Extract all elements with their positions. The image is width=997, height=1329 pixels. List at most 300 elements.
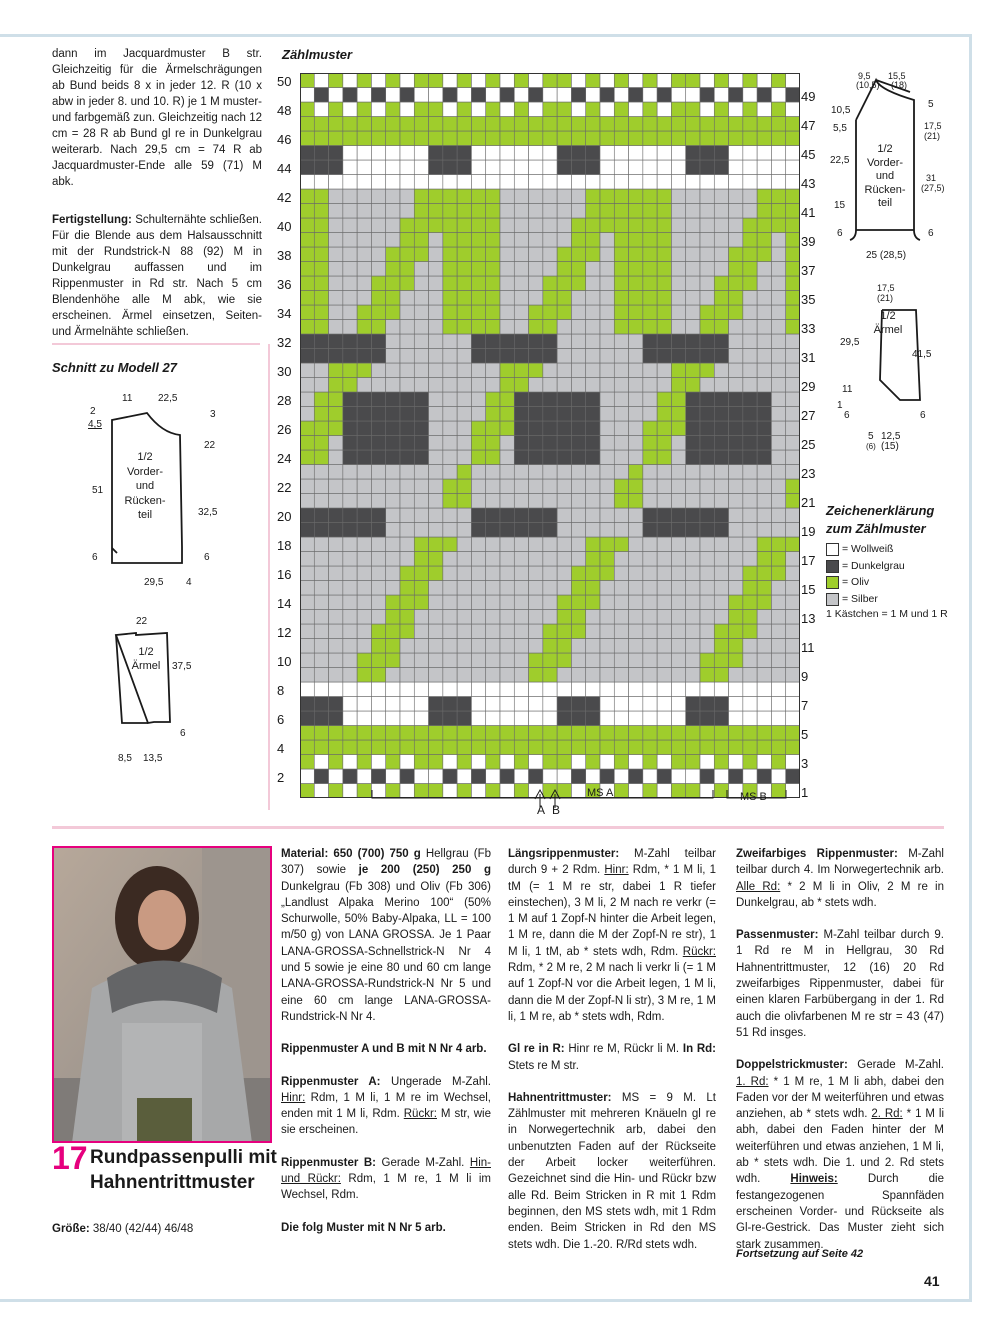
- chart-cell: [343, 378, 357, 393]
- chart-cell: [329, 276, 343, 291]
- chart-cell: [671, 552, 685, 567]
- chart-cell: [686, 682, 700, 697]
- chart-cell: [657, 73, 671, 88]
- chart-cell: [557, 146, 571, 161]
- chart-cell: [300, 581, 314, 596]
- chart-cell: [400, 117, 414, 132]
- chart-cell: [671, 668, 685, 683]
- chart-cell: [343, 523, 357, 538]
- chart-cell: [571, 262, 585, 277]
- chart-cell: [514, 711, 528, 726]
- chart-cell: [500, 378, 514, 393]
- chart-cell: [757, 494, 771, 509]
- chart-cell: [729, 624, 743, 639]
- chart-cell: [500, 262, 514, 277]
- model-photo: [52, 848, 272, 1143]
- chart-cell: [357, 552, 371, 567]
- chart-cell: [714, 769, 728, 784]
- chart-cell: [529, 494, 543, 509]
- chart-cell: [571, 392, 585, 407]
- chart-cell: [614, 363, 628, 378]
- chart-cell: [414, 537, 428, 552]
- chart-cell: [357, 320, 371, 335]
- chart-cell: [514, 450, 528, 465]
- chart-cell: [571, 407, 585, 422]
- chart-cell: [629, 653, 643, 668]
- chart-cell: [471, 479, 485, 494]
- chart-cell: [729, 494, 743, 509]
- chart-cell: [400, 276, 414, 291]
- chart-cell: [614, 436, 628, 451]
- chart-cell: [643, 726, 657, 741]
- chart-cell: [614, 581, 628, 596]
- rib-ab: Rippenmuster A und B mit N Nr 4 arb.: [281, 1043, 487, 1056]
- chart-cell: [471, 465, 485, 480]
- chart-cell: [543, 465, 557, 480]
- chart-cell: [343, 595, 357, 610]
- chart-cell: [343, 276, 357, 291]
- chart-cell: [386, 740, 400, 755]
- chart-cell: [457, 479, 471, 494]
- chart-cell: [529, 595, 543, 610]
- chart-cell: [357, 189, 371, 204]
- chart-cell: [600, 639, 614, 654]
- chart-cell: [400, 189, 414, 204]
- finishing-text: Schulternähte schließen. Für die Blende aus dem Halsausschnitt mit der Rundstrick-N 88 (92) M in Dunkelgrau auffassen und im Rippenmuster in Rd str. Nach 5 cm Blendenhöhe alle M abk, wie sie erscheinen. Ärmel einsetzen, Seiten- und Ärmelnähte schließen.: [52, 214, 262, 338]
- chart-cell: [700, 189, 714, 204]
- chart-cell: [743, 566, 757, 581]
- chart-cell: [371, 378, 385, 393]
- chart-cell: [729, 537, 743, 552]
- row-number: 4: [277, 741, 285, 756]
- dim: 32,5: [198, 507, 218, 518]
- chart-cell: [714, 479, 728, 494]
- chart-cell: [600, 131, 614, 146]
- chart-cell: [414, 117, 428, 132]
- chart-cell: [500, 131, 514, 146]
- chart-cell: [686, 610, 700, 625]
- chart-cell: [657, 566, 671, 581]
- chart-cell: [571, 320, 585, 335]
- chart-cell: [657, 189, 671, 204]
- chart-cell: [600, 291, 614, 306]
- chart-cell: [629, 668, 643, 683]
- chart-cell: [486, 697, 500, 712]
- row-number: 33: [801, 320, 816, 336]
- chart-cell: [757, 102, 771, 117]
- dim: 12,5: [881, 431, 901, 442]
- chart-cell: [771, 552, 785, 567]
- chart-cell: [671, 73, 685, 88]
- chart-cell: [629, 160, 643, 175]
- right-sleeve-label: [868, 310, 908, 337]
- chart-cell: [486, 740, 500, 755]
- chart-cell: [429, 349, 443, 364]
- chart-cell: [471, 581, 485, 596]
- chart-cell: [357, 363, 371, 378]
- chart-cell: [300, 697, 314, 712]
- chart-cell: [414, 189, 428, 204]
- photo-frame-top: [52, 846, 272, 848]
- dim: (21): [924, 131, 941, 141]
- chart-cell: [529, 276, 543, 291]
- chart-cell: [657, 247, 671, 262]
- chart-cell: [714, 697, 728, 712]
- chart-cell: [757, 653, 771, 668]
- chart-cell: [471, 175, 485, 190]
- chart-cell: [771, 320, 785, 335]
- chart-cell: [443, 450, 457, 465]
- chart-cell: [471, 276, 485, 291]
- chart-cell: [557, 102, 571, 117]
- chart-cell: [757, 189, 771, 204]
- chart-cell: [557, 262, 571, 277]
- chart-cell: [671, 102, 685, 117]
- chart-cell: [429, 160, 443, 175]
- row-number: 45: [801, 146, 816, 162]
- chart-cell: [786, 566, 800, 581]
- chart-cell: [471, 726, 485, 741]
- chart-cell: [400, 639, 414, 654]
- chart-cell: [471, 334, 485, 349]
- chart-cell: [543, 392, 557, 407]
- chart-cell: [786, 160, 800, 175]
- chart-cell: [343, 769, 357, 784]
- chart-cell: [600, 88, 614, 103]
- dim: 9,5: [858, 71, 871, 81]
- chart-cell: [700, 407, 714, 422]
- chart-cell: [529, 88, 543, 103]
- chart-cell: [329, 102, 343, 117]
- chart-cell: [543, 726, 557, 741]
- chart-cell: [329, 682, 343, 697]
- chart-cell: [471, 610, 485, 625]
- chart-cell: [586, 392, 600, 407]
- chart-cell: [429, 697, 443, 712]
- chart-cell: [486, 218, 500, 233]
- chart-cell: [414, 682, 428, 697]
- chart-cell: [557, 320, 571, 335]
- chart-cell: [429, 392, 443, 407]
- chart-cell: [614, 218, 628, 233]
- chart-cell: [614, 726, 628, 741]
- legend-text: = Silber: [842, 593, 878, 605]
- chart-cell: [314, 88, 328, 103]
- chart-cell: [657, 465, 671, 480]
- chart-cell: [757, 639, 771, 654]
- chart-cell: [714, 160, 728, 175]
- chart-cell: [614, 291, 628, 306]
- chart-cell: [771, 349, 785, 364]
- chart-cell: [500, 204, 514, 219]
- chart-cell: [743, 407, 757, 422]
- chart-cell: [657, 204, 671, 219]
- chart-cell: [371, 769, 385, 784]
- row-number: 38: [277, 248, 292, 263]
- chart-cell: [429, 102, 443, 117]
- chart-cell: [529, 421, 543, 436]
- chart-cell: [529, 334, 543, 349]
- chart-cell: [429, 755, 443, 770]
- chart-cell: [757, 262, 771, 277]
- chart-cell: [371, 320, 385, 335]
- chart-cell: [314, 276, 328, 291]
- chart-cell: [443, 494, 457, 509]
- chart-cell: [343, 262, 357, 277]
- continuation-note: Fortsetzung auf Seite 42: [736, 1248, 864, 1260]
- chart-cell: [414, 276, 428, 291]
- chart-cell: [543, 769, 557, 784]
- chart-cell: [629, 407, 643, 422]
- divider: [52, 343, 260, 345]
- chart-cell: [614, 204, 628, 219]
- chart-cell: [786, 102, 800, 117]
- chart-cell: [629, 320, 643, 335]
- chart-cell: [643, 537, 657, 552]
- right-body-label: [860, 143, 910, 211]
- chart-cell: [571, 378, 585, 393]
- chart-cell: [614, 189, 628, 204]
- chart-cell: [457, 233, 471, 248]
- photo-frame-right: [270, 846, 272, 1143]
- chart-cell: [443, 537, 457, 552]
- chart-cell: [314, 233, 328, 248]
- chart-cell: [329, 726, 343, 741]
- chart-cell: [343, 233, 357, 248]
- chart-cell: [300, 291, 314, 306]
- sleeve-label-line: 1/2: [138, 646, 154, 658]
- row-number: 23: [801, 465, 816, 481]
- chart-cell: [386, 247, 400, 262]
- chart-cell: [543, 755, 557, 770]
- chart-cell: [457, 131, 471, 146]
- row-number: 47: [801, 117, 816, 133]
- chart-cell: [743, 305, 757, 320]
- chart-cell: [357, 711, 371, 726]
- chart-cell: [400, 508, 414, 523]
- chart-cell: [714, 320, 728, 335]
- chart-cell: [671, 218, 685, 233]
- chart-cell: [357, 436, 371, 451]
- chart-cell: [457, 378, 471, 393]
- chart-cell: [557, 363, 571, 378]
- chart-cell: [614, 566, 628, 581]
- chart-cell: [629, 755, 643, 770]
- chart-cell: [400, 349, 414, 364]
- chart-cell: [357, 349, 371, 364]
- chart-cell: [571, 552, 585, 567]
- chart-cell: [614, 508, 628, 523]
- chart-cell: [543, 682, 557, 697]
- chart-cell: [600, 175, 614, 190]
- chart-cell: [600, 349, 614, 364]
- chart-cell: [686, 233, 700, 248]
- chart-cell: [414, 566, 428, 581]
- chart-cell: [614, 537, 628, 552]
- chart-cell: [400, 653, 414, 668]
- chart-cell: [786, 334, 800, 349]
- chart-cell: [400, 537, 414, 552]
- chart-cell: [586, 320, 600, 335]
- chart-cell: [371, 146, 385, 161]
- chart-cell: [671, 624, 685, 639]
- instructions-column-1: [281, 846, 491, 1252]
- chart-cell: [757, 769, 771, 784]
- chart-cell: [657, 494, 671, 509]
- chart-cell: [686, 595, 700, 610]
- chart-cell: [386, 334, 400, 349]
- chart-cell: [414, 218, 428, 233]
- chart-cell: [386, 378, 400, 393]
- chart-cell: [500, 479, 514, 494]
- chart-cell: [486, 523, 500, 538]
- chart-cell: [471, 247, 485, 262]
- chart-cell: [771, 711, 785, 726]
- chart-cell: [414, 624, 428, 639]
- doppelstrick: Doppelstrickmuster: Gerade M-Zahl. 1. Rd: * 1 M re, 1 M li abh, dabei den Faden vor der M weiterführen und etwas anziehen, ab * stets wdh. 2. Rd: * 1 M li abh, dabei den Faden hinter der M weiterführen und etwas anziehen, 1 M li, ab * stets wdh. Die 1. und 2. Rd stets wdh. Hinweis: Durch die festangezogenen Spannfäden erscheinen Vorder- und Rückseite als Gl-re-Gestrick. Das Muster zieht sich stark zusammen.: [736, 1059, 944, 1251]
- row-number: 16: [277, 567, 292, 582]
- chart-cell: [643, 247, 657, 262]
- chart-cell: [371, 726, 385, 741]
- chart-cell: [771, 291, 785, 306]
- chart-cell: [457, 421, 471, 436]
- chart-cell: [300, 479, 314, 494]
- dim: 5: [868, 431, 874, 442]
- chart-cell: [500, 624, 514, 639]
- chart-cell: [671, 494, 685, 509]
- chart-cell: [457, 740, 471, 755]
- chart-cell: [614, 465, 628, 480]
- chart-cell: [600, 682, 614, 697]
- chart-cell: [343, 146, 357, 161]
- chart-cell: [414, 769, 428, 784]
- chart-cell: [529, 653, 543, 668]
- chart-cell: [586, 204, 600, 219]
- chart-cell: [300, 117, 314, 132]
- chart-cell: [771, 102, 785, 117]
- chart-cell: [371, 160, 385, 175]
- chart-cell: [343, 494, 357, 509]
- chart-cell: [471, 769, 485, 784]
- chart-cell: [614, 320, 628, 335]
- chart-cell: [343, 740, 357, 755]
- chart-cell: [586, 552, 600, 567]
- chart-cell: [314, 697, 328, 712]
- chart-cell: [443, 653, 457, 668]
- chart-cell: [471, 378, 485, 393]
- dim: 6: [920, 410, 926, 421]
- chart-cell: [686, 697, 700, 712]
- chart-cell: [643, 189, 657, 204]
- chart-cell: [686, 450, 700, 465]
- chart-cell: [314, 334, 328, 349]
- chart-cell: [500, 523, 514, 538]
- chart-cell: [500, 508, 514, 523]
- instructions-column-2: [508, 846, 716, 1269]
- chart-cell: [557, 160, 571, 175]
- chart-cell: [671, 131, 685, 146]
- chart-cell: [729, 610, 743, 625]
- chart-cell: [729, 726, 743, 741]
- chart-cell: [600, 755, 614, 770]
- chart-cell: [671, 639, 685, 654]
- dim: 6: [928, 228, 934, 239]
- chart-cell: [571, 276, 585, 291]
- chart-cell: [714, 349, 728, 364]
- chart-cell: [314, 175, 328, 190]
- chart-cell: [686, 566, 700, 581]
- chart-cell: [429, 233, 443, 248]
- chart-cell: [414, 291, 428, 306]
- chart-cell: [657, 682, 671, 697]
- chart-cell: [514, 160, 528, 175]
- chart-cell: [643, 131, 657, 146]
- row-number: 34: [277, 306, 292, 321]
- chart-cell: [643, 175, 657, 190]
- chart-cell: [529, 247, 543, 262]
- chart-cell: [557, 175, 571, 190]
- chart-cell: [743, 276, 757, 291]
- chart-cell: [600, 581, 614, 596]
- chart-cell: [686, 349, 700, 364]
- chart-cell: [771, 581, 785, 596]
- chart-cell: [300, 537, 314, 552]
- chart-cell: [643, 653, 657, 668]
- chart-cell: [400, 682, 414, 697]
- chart-cell: [486, 305, 500, 320]
- chart-cell: [471, 349, 485, 364]
- chart-cell: [371, 537, 385, 552]
- chart-cell: [600, 204, 614, 219]
- chart-cell: [729, 421, 743, 436]
- chart-cell: [371, 131, 385, 146]
- chart-cell: [757, 320, 771, 335]
- chart-cell: [457, 494, 471, 509]
- chart-cell: [486, 407, 500, 422]
- chart-cell: [786, 436, 800, 451]
- chart-cell: [514, 88, 528, 103]
- chart-cell: [457, 276, 471, 291]
- chart-cell: [743, 334, 757, 349]
- chart-cell: [529, 407, 543, 422]
- chart-cell: [557, 117, 571, 132]
- chart-cell: [543, 494, 557, 509]
- chart-cell: [714, 523, 728, 538]
- chart-cell: [329, 204, 343, 219]
- chart-cell: [714, 334, 728, 349]
- chart-cell: [557, 450, 571, 465]
- chart-cell: [386, 233, 400, 248]
- chart-cell: [586, 494, 600, 509]
- chart-cell: [786, 175, 800, 190]
- chart-cell: [629, 392, 643, 407]
- chart-cell: [357, 523, 371, 538]
- chart-cell: [757, 175, 771, 190]
- chart-cell: [571, 624, 585, 639]
- chart-cell: [329, 624, 343, 639]
- row-number: 18: [277, 538, 292, 553]
- chart-cell: [657, 508, 671, 523]
- chart-cell: [414, 595, 428, 610]
- chart-cell: [600, 711, 614, 726]
- chart-cell: [671, 653, 685, 668]
- chart-cell: [686, 392, 700, 407]
- chart-cell: [714, 189, 728, 204]
- chart-cell: [400, 595, 414, 610]
- chart-cell: [714, 175, 728, 190]
- chart-cell: [500, 73, 514, 88]
- chart-cell: [529, 566, 543, 581]
